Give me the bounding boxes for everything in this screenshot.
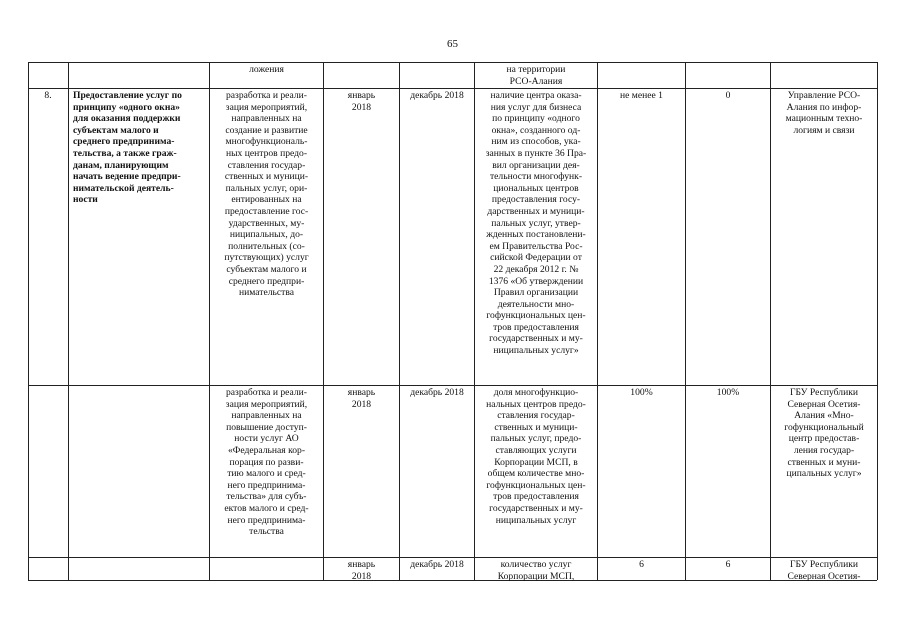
top-row-activity: ложения (249, 64, 284, 75)
row-divider (28, 88, 877, 89)
indicator-description: наличие центра оказа- ния услуг для бизнеса по принципу «одного окна», созданного од- ним из способов, ука- занных в пункте 36 Пра- вил организации дея- тельности многофунк- циональных центров предоставления госу- дарственных и муници- пальных услуг, утвер- жденных постановлени- ем Правительства Рос- сийской Федерации от 22 декабря 2012 г. № 1376 «Об утверждении Правил организации деятельности мно- гофункциональных цен- тров предоставления государственных и му- ниципальных услуг» (485, 90, 587, 357)
executor: ГБУ Республики Северная Осетия- Алания «Мно- гофункциональный центр предостав- ления государ- ственных и муни- ципальных услуг» (784, 387, 864, 480)
col-divider (877, 62, 878, 580)
table-border-top (28, 62, 877, 63)
plan-value: 100% (630, 387, 653, 398)
col-divider (399, 62, 400, 580)
col-divider (68, 62, 69, 580)
row-divider (28, 385, 877, 386)
activity-description: разработка и реали- зация мероприятий, направленных на создание и развитие многофункциональ- ных центров предо- ставления государ- ственных и муници- пальных услуг, ори- ентированных на предоставление гос- ударственных, му- ниципальных, до- полнительных (со- путствующих) услуг субъектам малого и среднего предпри- нимательства (224, 90, 309, 299)
indicator-description: количество услуг Корпорации МСП, (497, 559, 575, 582)
executor: ГБУ Республики Северная Осетия- (787, 559, 861, 582)
col-divider (597, 62, 598, 580)
end-date: декабрь 2018 (410, 387, 464, 398)
row-number: 8. (44, 90, 52, 101)
measure-name: Предоставление услуг по принципу «одного окна» для оказания поддержки субъектам малого и среднего предпринима- тельства, а также граж- данам, планирующим начать ведение предпри- нимательской деятель- ности (73, 90, 182, 206)
col-divider (685, 62, 686, 580)
col-divider (323, 62, 324, 580)
fact-value: 0 (725, 90, 731, 101)
plan-value: не менее 1 (620, 90, 663, 101)
executor: Управление РСО- Алания по инфор- мационным техно- логиям и связи (785, 90, 863, 136)
start-date: январь 2018 (347, 387, 376, 410)
end-date: декабрь 2018 (410, 90, 464, 101)
fact-value: 6 (725, 559, 731, 570)
top-row-indicator: на территории РСО-Алания (506, 64, 566, 87)
row-divider (28, 580, 877, 581)
start-date: январь 2018 (347, 559, 376, 582)
col-divider (28, 62, 29, 580)
plan-value: 6 (639, 559, 644, 570)
row-divider (28, 557, 877, 558)
col-divider (770, 62, 771, 580)
activity-description: разработка и реали- зация мероприятий, направленных на повышение доступ- ности услуг АО «Федеральная кор- порация по разви- тию малого и сред- него предпринима- тельства» для субъ- ектов малого и сред- него предпринима- тельства (224, 387, 309, 538)
indicator-description: доля многофункцио- нальных центров предо- ставления государ- ственных и муници- пальных услуг, предо- ставляющих услуги Корпорации МСП, в общем количестве мно- гофункциональных цен- тров предоставления государственных и му- ниципальных услуг (486, 387, 586, 526)
page-number: 65 (447, 38, 458, 50)
fact-value: 100% (716, 387, 740, 398)
end-date: декабрь 2018 (410, 559, 464, 570)
start-date: январь 2018 (347, 90, 376, 113)
